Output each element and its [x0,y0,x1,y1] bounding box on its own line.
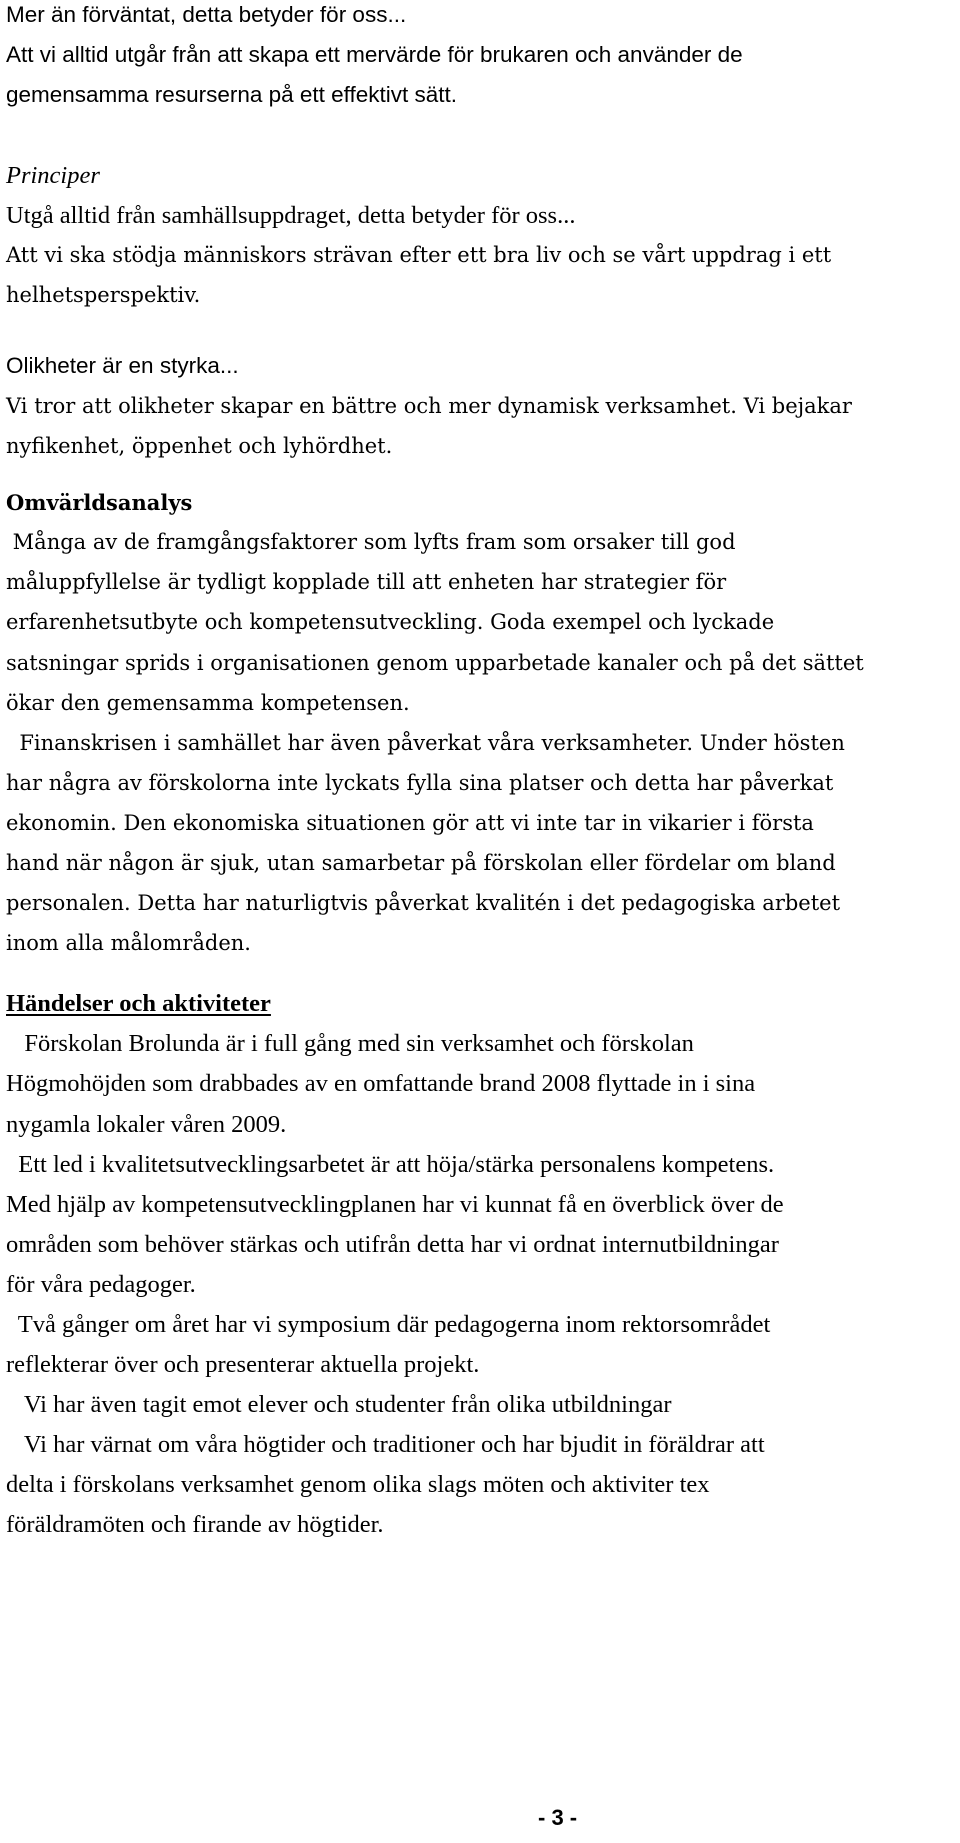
text-line: Förskolan Brolunda är i full gång med sin verksamhet och förskolan [6,1030,694,1057]
text-line: helhetsperspektiv. [6,283,201,307]
text-line: Vi tror att olikheter skapar en bättre och mer dynamisk verksamhet. Vi bejakar [6,394,852,418]
page-number: - 3 - [538,1805,578,1830]
text-line: måluppfyllelse är tydligt kopplade till att enheten har strategier för [6,570,727,594]
section-heading-omvarldsanalys: Omvärldsanalys [6,490,193,515]
text-line: föräldramöten och firande av högtider. [6,1511,384,1538]
text-line: reflekterar över och presenterar aktuella projekt. [6,1351,480,1378]
text-line: Att vi alltid utgår från att skapa ett mervärde för brukaren och använder de [6,42,743,67]
text-line: Finanskrisen i samhället har även påverkat våra verksamheter. Under hösten [6,731,845,755]
text-line: Olikheter är en styrka... [6,353,239,378]
text-line: erfarenhetsutbyte och kompetensutveckling. Goda exempel och lyckade [6,610,775,634]
text-line: ekonomin. Den ekonomiska situationen gör att vi inte tar in vikarier i första [6,811,814,835]
text-line: delta i förskolans verksamhet genom olika slags möten och aktiviter tex [6,1471,710,1498]
text-line: Vi har värnat om våra högtider och traditioner och har bjudit in föräldrar att [6,1431,765,1458]
text-line: ökar den gemensamma kompetensen. [6,691,410,715]
text-line: Att vi ska stödja människors strävan efter ett bra liv och se vårt uppdrag i ett [6,243,832,267]
section-heading-handelser: Händelser och aktiviteter [6,990,271,1017]
text-line: Högmohöjden som drabbades av en omfattande brand 2008 flyttade in i sina [6,1070,756,1097]
text-line: områden som behöver stärkas och utifrån detta har vi ordnat internutbildningar [6,1231,779,1258]
text-line: Två gånger om året har vi symposium där pedagogerna inom rektorsområdet [6,1311,771,1338]
section-heading-principer: Principer [6,162,100,189]
text-line: har några av förskolorna inte lyckats fylla sina platser och detta har påverkat [6,771,834,795]
text-line: personalen. Detta har naturligtvis påverkat kvalitén i det pedagogiska arbetet [6,891,841,915]
text-line: Mer än förväntat, detta betyder för oss... [6,2,407,27]
text-line: nyfikenhet, öppenhet och lyhördhet. [6,434,393,458]
text-line: Ett led i kvalitetsutvecklingsarbetet är att höja/stärka personalens kompetens. [6,1151,775,1178]
text-line: inom alla målområden. [6,931,251,955]
text-line: satsningar sprids i organisationen genom upparbetade kanaler och på det sättet [6,651,864,675]
text-line: Många av de framgångsfaktorer som lyfts fram som orsaker till god [6,530,736,554]
text-line: Utgå alltid från samhällsuppdraget, detta betyder för oss... [6,202,576,229]
text-line: hand när någon är sjuk, utan samarbetar på förskolan eller fördelar om bland [6,851,836,875]
text-line: för våra pedagoger. [6,1271,196,1298]
text-line: nygamla lokaler våren 2009. [6,1111,287,1138]
text-line: gemensamma resurserna på ett effektivt sätt. [6,82,458,107]
text-line: Vi har även tagit emot elever och studenter från olika utbildningar [6,1391,672,1418]
text-line: Med hjälp av kompetensutvecklingplanen har vi kunnat få en överblick över de [6,1191,784,1218]
